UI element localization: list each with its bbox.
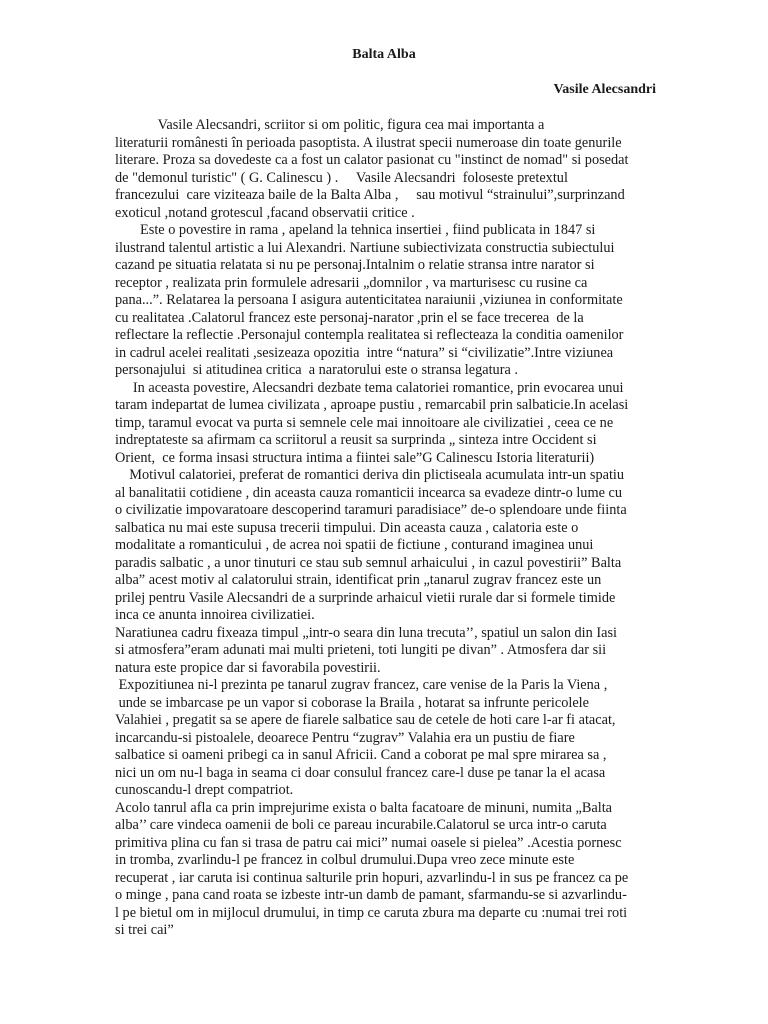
text-line: o civilizatie impovaratoare descoperind taramuri paradisiace” de-o splendoare unde fiinta <box>115 502 627 518</box>
text-line: salbatica nu mai este supusa trecerii timpului. Din aceasta cauza , calatoria este o <box>115 519 579 536</box>
text-line: alba’’ care vindeca oamenii de boli ce pareau incurabile.Calatorul se urca intr-o caruta <box>115 817 607 833</box>
text-line: Acolo tanrul afla ca prin imprejurime exista o balta facatoare de minuni, numita „Balta <box>115 799 613 816</box>
text-line: incarcandu-si pistoalele, deoarece Pentru “zugrav” Valahia era un pustiu de fiare <box>115 729 575 746</box>
text-line: exoticul ,notand grotescul ,facand observatii critice . <box>115 204 415 221</box>
text-line: inca ce anunta innoirea civilizatiei. <box>115 607 315 623</box>
text-line: taram indepartat de lumea civilizata , aproape pustiu , remarcabil prin salbaticie.In acelasi <box>115 397 629 413</box>
text-line: timp, taramul evocat va purta si semnele cele mai innoitoare ale civilizatiei , ceea ce ne <box>115 414 614 431</box>
text-line: cunoscandu-l drept compatriot. <box>115 782 294 798</box>
text-line: in tromba, zvarlindu-l pe francez in colbul drumului.Dupa vreo zece minute este <box>115 852 575 868</box>
text-line: literare. Proza sa dovedeste ca a fost un calator pasionat cu "instinct de nomad" si posedat <box>115 152 629 168</box>
text-line: Motivul calatoriei, preferat de romantici deriva din plictiseala acumulata intr-un spatiu <box>115 467 625 483</box>
text-line: Expozitiunea ni-l prezinta pe tanarul zugrav francez, care venise de la Paris la Viena , <box>115 677 608 693</box>
text-line: cu realitatea .Calatorul francez este personaj-narator ,prin el se face trecerea de la <box>115 309 584 326</box>
text-line: o minge , pana cand roata se izbeste intr-un damb de pamant, sfarmandu-se si azvarlindu- <box>115 887 627 903</box>
text-line: primitiva plina cu fan si trasa de patru cai mici” numai oasele si pielea” .Acestia pornesc <box>115 834 622 851</box>
text-line: pana...”. Relatarea la persoana I asigura autenticitatea naraiunii ,viziunea in conformitate <box>115 292 623 308</box>
text-line: indreptateste sa afirmam ca scriitorul a reusit sa surprinda „ sinteza intre Occident si <box>115 432 597 448</box>
document-title: Balta Alba <box>352 47 416 62</box>
text-line: in cadrul acelei realitati ,sesizeaza opozitia intre “natura” si “civilizatie”.Intre viziunea <box>115 344 614 361</box>
text-line: literaturii românesti în perioada pasoptista. A ilustrat specii numeroase din toate genurile <box>115 134 622 151</box>
text-line: unde se imbarcase pe un vapor si coborase la Braila , hotarat sa infrunte pericolele <box>115 694 589 711</box>
text-line: salbatice si oameni pribegi ca in sanul Africii. Cand a coborat pe mal spre mirarea sa , <box>115 747 607 763</box>
text-line: ilustrand talentul artistic a lui Alexandri. Nartiune subiectivizata constructia subiectului <box>115 239 615 256</box>
text-line: reflectare la reflectie .Personajul contempla realitatea si reflecteaza la conditia oamenilor <box>115 327 624 343</box>
text-line: francezului care viziteaza baile de la Balta Alba , sau motivul “strainului”,surprinzand <box>115 187 625 203</box>
text-line: al banalitatii cotidiene , din aceasta cauza romanticii incearca sa evadeze dintr-o lume cu <box>115 484 622 501</box>
text-line: alba” acest motiv al calatorului strain, identificat prin „tanarul zugrav francez este un <box>115 572 602 588</box>
text-line: prilej pentru Vasile Alecsandri de a surprinde arhaicul vietii rurale dar si formele timide <box>115 589 616 606</box>
text-line: Naratiunea cadru fixeaza timpul „intr-o seara din luna trecuta’’, spatiul un salon din Iasi <box>115 624 618 641</box>
text-line: receptor , realizata prin formulele adresarii „domnilor , va marturisesc cu rusine ca <box>115 274 588 291</box>
text-line: Valahiei , pregatit sa se apere de fiarele salbatice sau de cetele de hoti care l-ar fi atacat, <box>115 712 616 728</box>
document-body <box>115 117 665 940</box>
text-line: Orient, ce forma insasi structura intima a fiintei sale”G Calinescu Istoria literaturii) <box>115 449 595 466</box>
document-author: Vasile Alecsandri <box>553 82 656 97</box>
text-line: modalitate a romanticului , de acrea noi spatii de fictiune , conturand imaginea unui <box>115 537 594 553</box>
text-line: In aceasta povestire, Alecsandri dezbate tema calatoriei romantice, prin evocarea unui <box>115 379 624 396</box>
text-line: si trei cai” <box>115 922 174 938</box>
text-line: Este o povestire in rama , apeland la tehnica insertiei , fiind publicata in 1847 si <box>115 222 596 238</box>
text-line: paradis salbatic , a unor tinuturi ce stau sub semnul arhaicului , in cazul povestirii” Balta <box>115 554 622 571</box>
text-line: natura este propice dar si favorabila povestirii. <box>115 659 381 676</box>
text-line: de "demonul turistic" ( G. Calinescu ) . Vasile Alecsandri foloseste pretextul <box>115 169 568 186</box>
text-line: Vasile Alecsandri, scriitor si om politic, figura cea mai importanta a <box>115 117 545 133</box>
text-line: si atmosfera”eram adunati mai multi prieteni, toti lungiti pe divan” . Atmosfera dar sii <box>115 642 607 658</box>
text-line: nici un om nu-l baga in seama ci doar consulul francez care-l duse pe tanar la el acasa <box>115 764 606 781</box>
text-line: l pe bietul om in mijlocul drumului, in timp ce caruta zbura ma departe cu :numai trei roti <box>115 904 628 921</box>
text-line: recuperat , iar caruta isi continua salturile prin hopuri, azvarlindu-l in sus pe francez ca pe <box>115 869 629 886</box>
text-line: personajului si atitudinea critica a naratorului este o stransa legatura . <box>115 362 518 378</box>
text-line: cazand pe situatia relatata si nu pe personaj.Intalnim o relatie stransa intre narator si <box>115 257 595 273</box>
